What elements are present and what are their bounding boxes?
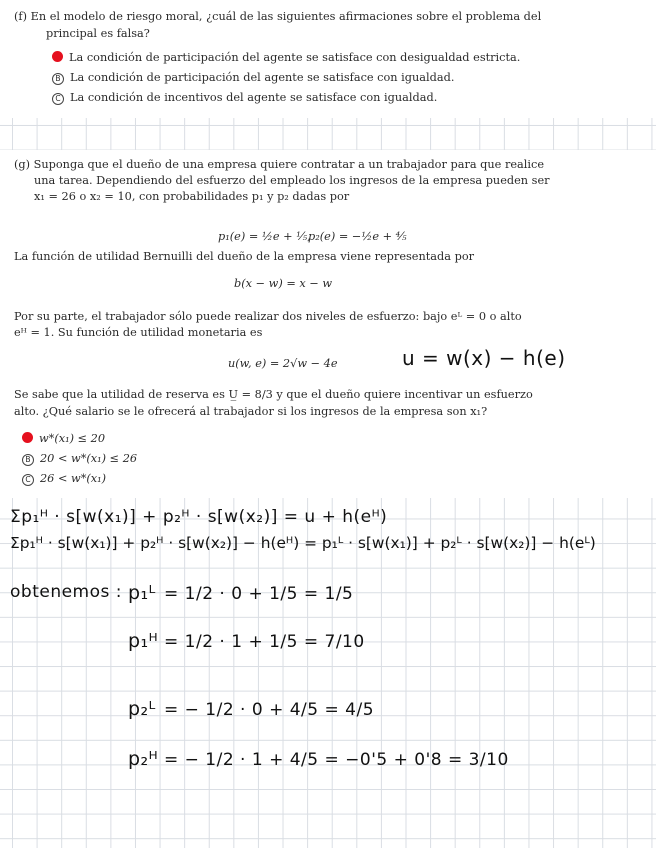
question-g-text-line3: x₁ = 26 o x₂ = 10, con probabilidades p₁ y p₂ dadas por xyxy=(34,190,350,203)
question-f-text-line1: (f) En el modelo de riesgo moral, ¿cuál de las siguientes afirmaciones sobre el problema del xyxy=(14,10,542,23)
radio-b-icon[interactable]: B xyxy=(52,73,64,85)
handwritten-utility-note: u = w(x) − h(e) xyxy=(402,346,566,370)
question-g-text-line7: Se sabe que la utilidad de reserva es U̲ = 8/3 y que el dueño quiere incentivar un esfuerzo xyxy=(14,388,533,401)
formula-p2: p₂(e) = −½e + ⅘ xyxy=(308,230,407,243)
radio-b-icon[interactable]: B xyxy=(22,454,34,466)
handwritten-p2L-label: p₂ᴸ xyxy=(128,698,156,720)
formula-b: b(x − w) = x − w xyxy=(234,277,333,290)
handwritten-p2H-expr: = − 1/2 · 1 + 4/5 = −0'5 + 0'8 = 3/10 xyxy=(164,750,509,770)
option-g-b-text: 20 < w*(x₁) ≤ 26 xyxy=(40,452,138,465)
handwritten-p1H-expr: = 1/2 · 1 + 1/5 = 7/10 xyxy=(164,632,365,652)
option-g-a[interactable] xyxy=(22,430,105,447)
option-f-c[interactable] xyxy=(52,89,437,106)
handwritten-equation-1: Σp₁ᴴ · s[w(x₁)] + p₂ᴴ · s[w(x₂)] = u + h(eᴴ) xyxy=(10,507,388,527)
formula-u: u(w, e) = 2√w − 4e xyxy=(228,357,338,370)
option-g-c-text: 26 < w*(x₁) xyxy=(40,472,107,485)
handwritten-p2H-label: p₂ᴴ xyxy=(128,748,159,770)
question-g-panel xyxy=(0,150,656,498)
question-g-text-line2: una tarea. Dependiendo del esfuerzo del empleado los ingresos de la empresa pueden ser xyxy=(34,174,550,187)
selected-radio-icon[interactable] xyxy=(52,51,63,62)
option-g-b[interactable] xyxy=(22,450,137,467)
question-g-text-line4: La función de utilidad Bernuilli del dueño de la empresa viene representada por xyxy=(14,250,475,263)
option-g-a-text: w*(x₁) ≤ 20 xyxy=(39,432,106,445)
question-f-text-line2: principal es falsa? xyxy=(46,27,150,40)
handwritten-p1L-label: p₁ᴸ xyxy=(128,582,156,604)
option-f-b-text: La condición de participación del agente se satisface con igualdad. xyxy=(70,71,455,84)
option-f-a[interactable] xyxy=(52,49,520,66)
question-g-text-line6: eᴴ = 1. Su función de utilidad monetaria es xyxy=(14,326,263,339)
question-g-text-line8: alto. ¿Qué salario se le ofrecerá al trabajador si los ingresos de la empresa son x₁? xyxy=(14,405,488,418)
formula-p1: p₁(e) = ½e + ⅕, xyxy=(218,230,311,243)
handwritten-p1L-expr: = 1/2 · 0 + 1/5 = 1/5 xyxy=(164,584,354,604)
question-g-text-line5: Por su parte, el trabajador sólo puede realizar dos niveles de esfuerzo: bajo eᴸ = 0 o alto xyxy=(14,310,522,323)
radio-c-icon[interactable]: C xyxy=(22,474,34,486)
radio-c-icon[interactable]: C xyxy=(52,93,64,105)
handwritten-p1H-label: p₁ᴴ xyxy=(128,630,159,652)
selected-radio-icon[interactable] xyxy=(22,432,33,443)
option-g-c[interactable] xyxy=(22,470,106,487)
option-f-c-text: La condición de incentivos del agente se satisface con igualdad. xyxy=(70,91,438,104)
handwritten-obtenemos: obtenemos : xyxy=(10,582,122,602)
handwritten-p2L-expr: = − 1/2 · 0 + 4/5 = 4/5 xyxy=(164,700,375,720)
option-f-a-text: La condición de participación del agente se satisface con desigualdad estricta. xyxy=(69,51,521,64)
question-f-panel xyxy=(0,0,656,118)
handwritten-equation-2: Σp₁ᴴ · s[w(x₁)] + p₂ᴴ · s[w(x₂)] − h(eᴴ) = p₁ᴸ · s[w(x₁)] + p₂ᴸ · s[w(x₂)] − h(eᴸ) xyxy=(10,534,596,552)
question-g-text-line1: (g) Suponga que el dueño de una empresa quiere contratar a un trabajador para que realice xyxy=(14,158,545,171)
option-f-b[interactable] xyxy=(52,69,454,86)
